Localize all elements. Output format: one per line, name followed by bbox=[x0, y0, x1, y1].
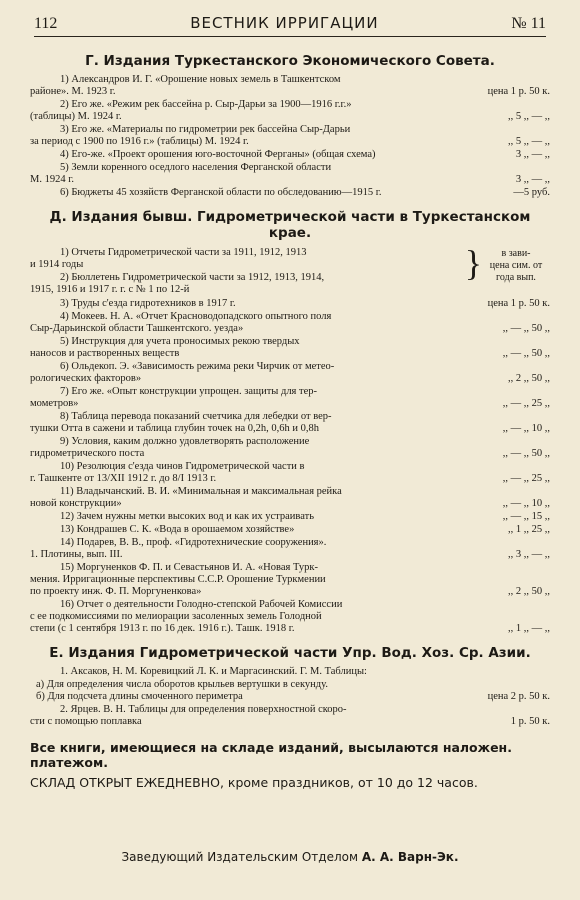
item-price: ,, — ,, 25 ,, bbox=[502, 473, 550, 484]
item-line: 14) Подарев, В. В., проф. «Гидротехнические сооружения». bbox=[60, 537, 327, 548]
item-line: новой конструкции» bbox=[30, 498, 122, 509]
list-item bbox=[30, 599, 550, 635]
item-line: и 1914 годы bbox=[30, 259, 84, 270]
list-item bbox=[30, 361, 550, 385]
list-item bbox=[30, 486, 550, 510]
item-line: 8) Таблица перевода показаний счетчика для лебедки от вер- bbox=[60, 411, 332, 422]
list-item bbox=[30, 298, 550, 310]
list-item bbox=[30, 704, 550, 728]
item-text bbox=[30, 666, 446, 678]
item-line: районе». М. 1923 г. bbox=[30, 86, 116, 97]
item-price: ,, 2 ,, 50 ,, bbox=[508, 373, 550, 384]
list-item bbox=[30, 162, 550, 186]
item-line: 11) Владычанский. В. И. «Минимальная и максимальная рейка bbox=[60, 486, 342, 497]
list-item bbox=[30, 511, 550, 523]
list-item bbox=[30, 124, 550, 148]
item-line: 2) Бюллетень Гидрометрической части за 1912, 1913, 1914, bbox=[60, 272, 325, 283]
list-item bbox=[30, 247, 465, 271]
list-item bbox=[30, 562, 550, 598]
section-title: Е. Издания Гидрометрической части Упр. Вод. Хоз. Ср. Азии. bbox=[49, 645, 531, 661]
section-title: Г. Издания Туркестанского Экономического Совета. bbox=[85, 53, 495, 69]
item-line: г. Ташкенте от 13/XII 1912 г. до 8/I 1913 г. bbox=[30, 473, 217, 484]
signature-line bbox=[0, 850, 580, 864]
item-line: 9) Условия, каким должно удовлетворять расположение bbox=[60, 436, 310, 447]
item-text bbox=[30, 272, 465, 296]
item-line: сти с помощью поплавка bbox=[30, 716, 142, 727]
item-price: ,, — ,, 50 ,, bbox=[502, 348, 550, 359]
item-text bbox=[30, 361, 446, 385]
sub-item bbox=[30, 691, 550, 703]
item-text bbox=[30, 247, 465, 271]
item-price: ,, — ,, 10 ,, bbox=[502, 498, 550, 509]
list-item bbox=[30, 99, 550, 123]
item-line: 1915, 1916 и 1917 г. г. с № 1 по 12-й bbox=[30, 284, 190, 295]
item-line: 16) Отчет о деятельности Голодно-степской Рабочей Комиссии bbox=[60, 599, 343, 610]
item-line: мометров» bbox=[30, 398, 79, 409]
signature-prefix: Заведующий Издательским Отделом bbox=[121, 850, 359, 864]
sub-item-price: цена 2 р. 50 к. bbox=[487, 691, 550, 702]
list-item bbox=[30, 311, 550, 335]
signature-name: А. А. Варн-Эк. bbox=[361, 850, 459, 864]
item-line: по проекту инж. Ф. П. Моргуненкова» bbox=[30, 586, 202, 597]
page-number: 112 bbox=[34, 15, 58, 32]
item-line: 1. Плотины, вып. III. bbox=[30, 549, 123, 560]
item-text bbox=[30, 704, 446, 728]
item-text bbox=[30, 524, 446, 536]
item-line: Сыр-Дарьинской области Ташкентского. уезда» bbox=[30, 323, 244, 334]
price-list bbox=[30, 53, 550, 728]
item-line: 4) Мокеев. Н. А. «Отчет Красноводопадского опытного поля bbox=[60, 311, 332, 322]
item-line: 5) Инструкция для учета проносимых рекою твердых bbox=[60, 336, 300, 347]
item-text bbox=[30, 336, 446, 360]
item-line: с ее подкомиссиями по мелиорации засоленных земель Голодной bbox=[30, 611, 322, 622]
issue-number: № 11 bbox=[511, 15, 546, 32]
journal-title: ВЕСТНИК ИРРИГАЦИИ bbox=[190, 14, 379, 32]
item-price: ,, 3 ,, — ,, bbox=[508, 549, 550, 560]
item-line: 10) Резолюция с'езда чинов Гидрометрической части в bbox=[60, 461, 305, 472]
item-price: 3 ,, — ,, bbox=[515, 149, 550, 160]
item-price: ,, 5 ,, — ,, bbox=[508, 111, 550, 122]
item-line: 3) Его же. «Материалы по гидрометрии рек бассейна Сыр-Дарьи bbox=[60, 124, 351, 135]
list-item bbox=[30, 461, 550, 485]
page-header bbox=[34, 14, 546, 37]
list-item bbox=[30, 386, 550, 410]
item-line: 1. Аксаков, Н. М. Коревицкий Л. К. и Маргасинский. Г. М. Таблицы: bbox=[60, 666, 367, 677]
sub-item-text: б) Для подсчета длины смоченного периметра bbox=[36, 691, 243, 702]
item-line: 2. Ярцев. В. Н. Таблицы для определения поверхностной скоро- bbox=[60, 704, 347, 715]
list-item bbox=[30, 336, 550, 360]
item-text bbox=[30, 562, 446, 598]
item-price: 1 р. 50 к. bbox=[510, 716, 550, 727]
list-item bbox=[30, 436, 550, 460]
item-price: цена 1 р. 50 к. bbox=[487, 86, 550, 97]
item-text bbox=[30, 386, 446, 410]
item-price: ,, — ,, 10 ,, bbox=[502, 423, 550, 434]
item-text bbox=[30, 486, 446, 510]
item-price: ,, 1 ,, — ,, bbox=[508, 623, 550, 634]
list-item bbox=[30, 74, 550, 98]
item-line: (таблицы) М. 1924 г. bbox=[30, 111, 122, 122]
item-text bbox=[30, 461, 446, 485]
item-text bbox=[30, 99, 446, 123]
list-item bbox=[30, 187, 550, 199]
item-line: 15) Моргуненков Ф. П. и Севастьянов И. А. «Новая Турк- bbox=[60, 562, 318, 573]
bracket-price-note: в зави- цена сим. от года вып. bbox=[489, 248, 543, 283]
item-text bbox=[30, 74, 446, 98]
item-line: 2) Его же. «Режим рек бассейна р. Сыр-Дарьи за 1900—1916 г.г.» bbox=[60, 99, 352, 110]
cod-notice: Все книги, имеющиеся на складе изданий, высылаются наложен. платежом. bbox=[30, 740, 512, 770]
item-line: 1) Александров И. Г. «Орошение новых земель в Ташкентском bbox=[60, 74, 341, 85]
item-text bbox=[30, 187, 446, 199]
item-line: 7) Его же. «Опыт конструкции упрощен. защиты для тер- bbox=[60, 386, 318, 397]
sub-item-price bbox=[450, 679, 550, 691]
list-item bbox=[30, 524, 550, 536]
item-text bbox=[30, 411, 446, 435]
item-line: наносов и растворенных веществ bbox=[30, 348, 180, 359]
item-price: ,, 5 ,, — ,, bbox=[508, 136, 550, 147]
item-line: 6) Бюджеты 45 хозяйств Ферганской области по обследованию—1915 г. bbox=[60, 187, 382, 198]
item-line: 5) Земли коренного оседлого населения Ферганской области bbox=[60, 162, 332, 173]
item-text bbox=[30, 537, 446, 561]
item-price: ,, 2 ,, 50 ,, bbox=[508, 586, 550, 597]
item-price: 3 ,, — ,, bbox=[515, 174, 550, 185]
item-line: 6) Ольдекоп. Э. «Зависимость режима реки Чирчик от метео- bbox=[60, 361, 335, 372]
bracket-items bbox=[30, 246, 465, 297]
list-item bbox=[30, 537, 550, 561]
item-price: ,, 1 ,, 25 ,, bbox=[508, 524, 550, 535]
item-text bbox=[30, 599, 446, 635]
item-line: 1) Отчеты Гидрометрической части за 1911, 1912, 1913 bbox=[60, 247, 307, 258]
item-text bbox=[30, 436, 446, 460]
item-line: за период с 1900 по 1916 г.» (таблицы) М. 1924 г. bbox=[30, 136, 249, 147]
item-line: гидрометрического поста bbox=[30, 448, 145, 459]
list-item bbox=[30, 411, 550, 435]
item-line: тушки Отта в сажени и таблица глубин точек на 0,2h, 0,6h и 0,8h bbox=[30, 423, 320, 434]
item-price: ,, — ,, 50 ,, bbox=[502, 448, 550, 459]
brace-glyph: } bbox=[464, 243, 482, 283]
item-price: ,, — ,, 50 ,, bbox=[502, 323, 550, 334]
list-item bbox=[30, 666, 550, 678]
item-line: 3) Труды с'езда гидротехников в 1917 г. bbox=[60, 298, 236, 309]
item-text bbox=[30, 298, 446, 310]
item-text bbox=[30, 162, 446, 186]
item-line: 4) Его-же. «Проект орошения юго-восточной Ферганы» (общая схема) bbox=[60, 149, 376, 160]
list-item bbox=[30, 272, 465, 296]
item-text bbox=[30, 511, 446, 523]
list-item bbox=[30, 149, 550, 161]
section-title: Д. Издания бывш. Гидрометрической части в Туркестанском крае. bbox=[49, 209, 531, 241]
item-price: цена 1 р. 50 к. bbox=[487, 298, 550, 309]
item-line: рологических факторов» bbox=[30, 373, 142, 384]
item-text bbox=[30, 311, 446, 335]
item-text bbox=[30, 124, 446, 148]
item-line: 13) Кондрашев С. К. «Вода в орошаемом хозяйстве» bbox=[60, 524, 295, 535]
item-line: 12) Зачем нужны метки высоких вод и как их устраивать bbox=[60, 511, 314, 522]
item-line: степи (с 1 сентября 1913 г. по 16 дек. 1916 г.). Ташк. 1918 г. bbox=[30, 623, 295, 634]
sub-item-text: а) Для определения числа оборотов крыльев вертушки в секунду. bbox=[36, 679, 328, 690]
item-text bbox=[30, 149, 446, 161]
item-price: ,, — ,, 15 ,, bbox=[502, 511, 550, 522]
sub-item bbox=[30, 679, 550, 691]
item-price: —5 руб. bbox=[513, 187, 550, 198]
hours-notice: СКЛАД ОТКРЫТ ЕЖЕДНЕВНО, кроме праздников, от 10 до 12 часов. bbox=[30, 775, 478, 790]
item-line: М. 1924 г. bbox=[30, 174, 74, 185]
bracket-group bbox=[30, 243, 550, 297]
item-price: ,, — ,, 25 ,, bbox=[502, 398, 550, 409]
item-line: мения. Ирригационные перспективы С.С.Р. Орошение Туркмении bbox=[30, 574, 326, 585]
